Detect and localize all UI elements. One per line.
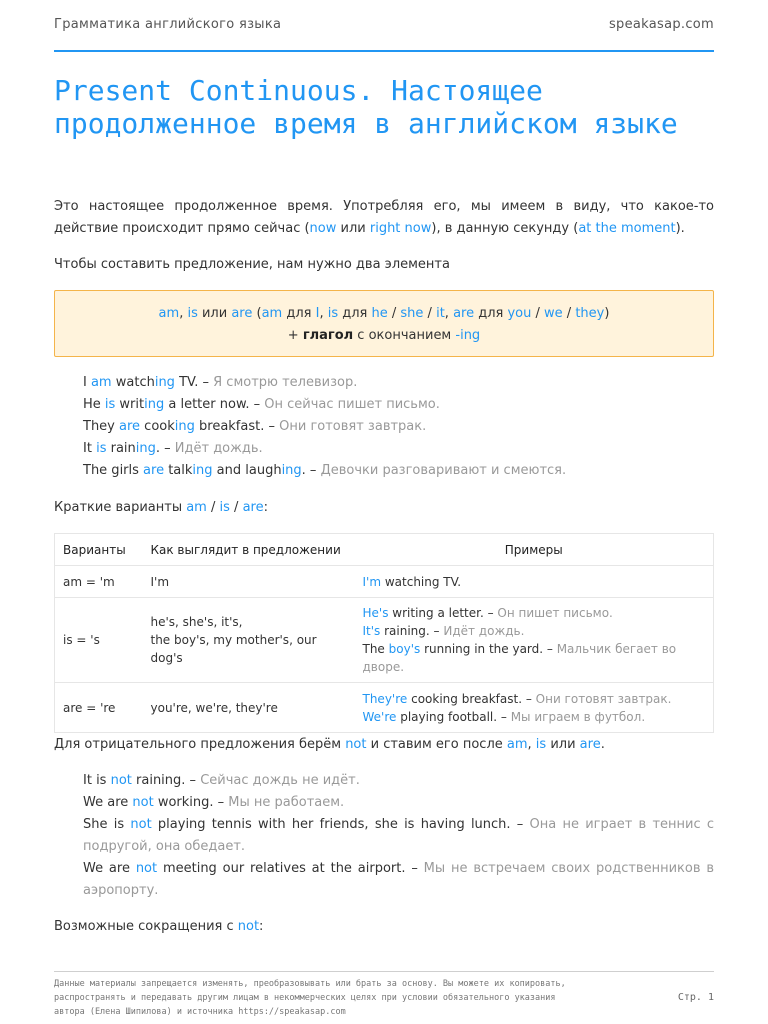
example-item: The girls are talking and laughing. – Девочки разговаривают и смеются. <box>83 463 567 478</box>
short-forms-table <box>54 533 714 733</box>
examples-cell: He's writing a letter. – Он пишет письмо. It's raining. – Идёт дождь. The boy's running in the yard. – Мальчик бегает во дворе. <box>355 598 714 683</box>
examples-cell: They're cooking breakfast. – Они готовят завтрак. We're playing football. – Мы играем в футбол. <box>355 683 714 733</box>
example-item: We are not meeting our relatives at the airport. – Мы не встречаем своих родственников в аэропорту. <box>83 861 715 898</box>
example-item: It is raining. – Идёт дождь. <box>83 441 263 456</box>
table-header-row <box>55 534 714 566</box>
example-item: We are not working. – Мы не работаем. <box>83 795 345 810</box>
column-header: Как выглядит в предложении <box>143 534 355 566</box>
variant-cell: are = 're <box>55 683 143 733</box>
example-item: He is writing a letter now. – Он сейчас пишет письмо. <box>83 397 440 412</box>
example-item: She is not playing tennis with her friends, she is having lunch. – Она не играет в теннис с подругой, она обедает. <box>83 817 715 854</box>
term-right-now: right now <box>369 221 432 236</box>
page-title: Present Continuous. Настоящее продолженное время в английском языке <box>54 74 678 140</box>
negative-rule-text: Для отрицательного предложения берём not и ставим его после am, is или are. <box>54 737 605 752</box>
negative-examples-list <box>83 770 714 902</box>
intro-paragraph: Это настоящее продолженное время. Употребляя его, мы имеем в виду, что какое-то действие происходит прямо сейчас (now или right now), в данную секунду (at the moment). <box>54 199 714 236</box>
example-item: I am watching TV. – Я смотрю телевизор. <box>83 375 358 390</box>
page-header <box>54 14 714 52</box>
example-item: They are cooking breakfast. – Они готовят завтрак. <box>83 419 427 434</box>
formula-line-1: am, is или are (am для I, is для he / she / it, are для you / we / they) <box>158 306 610 321</box>
page-number: Стр. 1 <box>677 992 714 1003</box>
look-cell: I'm <box>143 566 355 598</box>
column-header: Примеры <box>355 534 714 566</box>
short-forms-heading: Краткие варианты am / is / are: <box>54 500 268 515</box>
variant-cell: is = 's <box>55 598 143 683</box>
variant-cell: am = 'm <box>55 566 143 598</box>
term-at-the-moment: at the moment <box>578 221 676 236</box>
look-cell: you're, we're, they're <box>143 683 355 733</box>
formula-line-2: + глагол с окончанием -ing <box>287 328 481 343</box>
term-now: now <box>309 221 337 236</box>
page-footer <box>54 971 714 1019</box>
example-item: It is not raining. – Сейчас дождь не идёт. <box>83 773 360 788</box>
two-elements-text: Чтобы составить предложение, нам нужно два элемента <box>54 257 450 272</box>
affirmative-examples-list <box>83 372 566 482</box>
contractions-heading: Возможные сокращения с not: <box>54 919 264 934</box>
column-header: Варианты <box>55 534 143 566</box>
header-section-title: Грамматика английского языка <box>54 17 282 32</box>
copyright-note: Данные материалы запрещается изменять, преобразовывать или брать за основу. Вы можете их копировать, распространять и передавать другим лицам в некоммерческих целях при условии обязательного указания автора (Елена Шипилова) и источника https://speakasap.com <box>54 979 566 1017</box>
formula-box <box>54 290 714 357</box>
table-row <box>55 598 714 683</box>
look-cell: he's, she's, it's, the boy's, my mother's, our dog's <box>143 598 355 683</box>
table-row <box>55 683 714 733</box>
header-site-link[interactable]: speakasap.com <box>608 17 714 32</box>
examples-cell: I'm watching TV. <box>355 566 714 598</box>
table-row <box>55 566 714 598</box>
